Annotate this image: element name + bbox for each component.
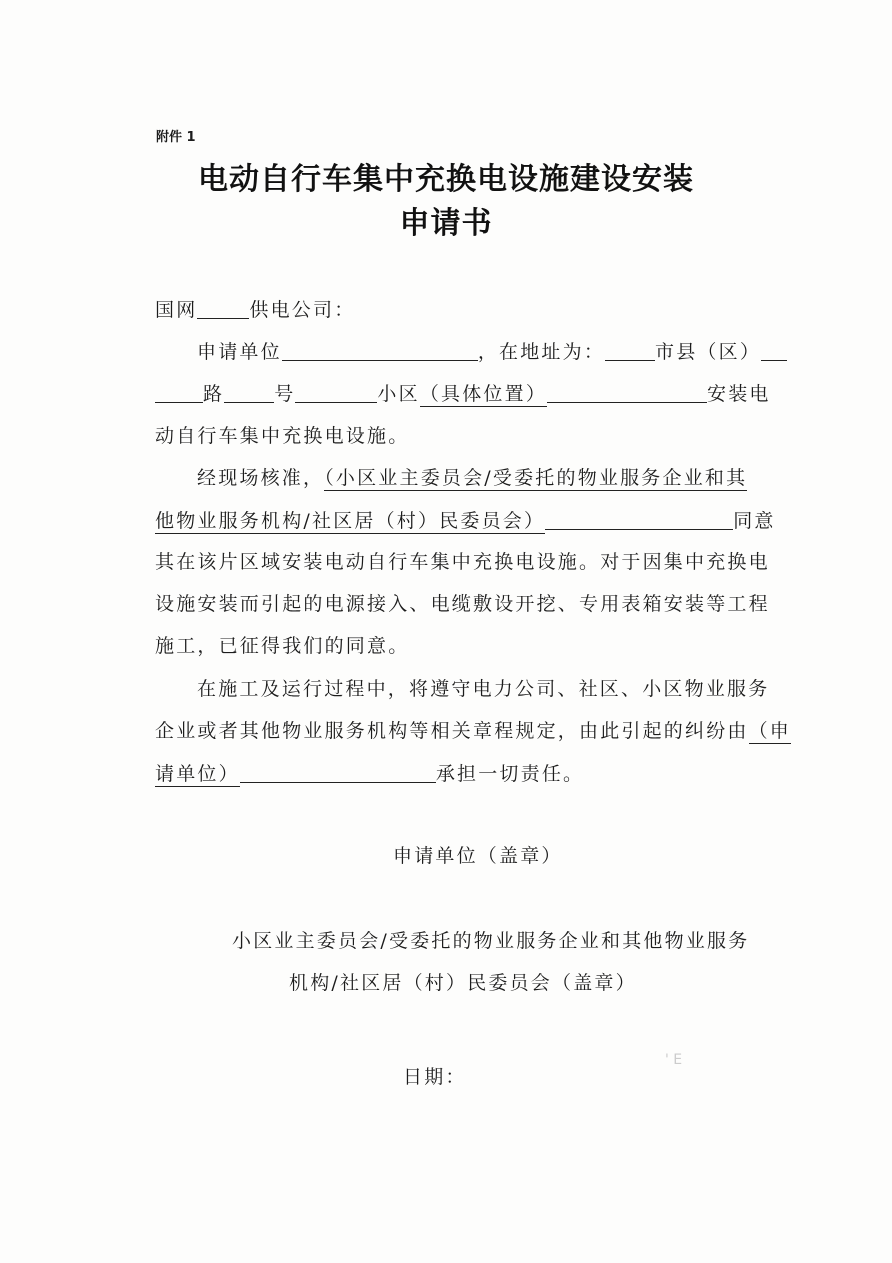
para1-line1: [197, 338, 787, 365]
scan-mark: ' E: [665, 1052, 683, 1068]
liability-blank: [240, 760, 436, 783]
addressee-line: [155, 296, 355, 323]
location-blank: [547, 380, 707, 403]
applicant-seal-label: 申请单位（盖章）: [393, 845, 563, 867]
company-blank: [197, 296, 249, 319]
addressee-suffix: 供电公司：: [249, 299, 356, 321]
para2-line5: 施工，已征得我们的同意。: [155, 635, 410, 657]
city-blank: [605, 338, 655, 361]
number-label: 号: [274, 383, 296, 405]
number-blank: [295, 380, 377, 403]
bodies-underlined-a: （小区业主委员会/受委托的物业服务企业和其: [324, 467, 748, 489]
road-label: 路: [203, 383, 225, 405]
address-intro: ，在地址为：: [477, 341, 606, 363]
applicant-underlined-a: （申: [748, 720, 792, 742]
community-label: 小区: [377, 383, 420, 405]
verified-text: 经现场核准，: [197, 467, 325, 489]
applicant-blank: [282, 338, 478, 361]
para1-line3: 动自行车集中充换电设施。: [155, 425, 410, 447]
addressee-prefix: 国网: [155, 299, 198, 321]
liability-text: 承担一切责任。: [435, 763, 585, 785]
city-county-label: 市县（区）: [655, 341, 762, 363]
install-tail: 安装电: [707, 383, 771, 405]
committee-seal-line2: 机构/社区居（村）民委员会（盖章）: [289, 972, 637, 994]
agree-text: 同意: [733, 510, 776, 532]
para3-line3: [155, 760, 584, 787]
date-label: 日期：: [403, 1066, 467, 1088]
location-underlined: （具体位置）: [419, 383, 548, 405]
para1-line2: [155, 380, 771, 407]
committee-seal-line1: 小区业主委员会/受委托的物业服务企业和其他物业服务: [232, 930, 750, 952]
applicant-underlined-b: 请单位）: [155, 763, 240, 785]
applicant-label: 申请单位: [197, 341, 282, 363]
document-title-line1: 电动自行车集中充换电设施建设安装: [198, 162, 694, 197]
road-blank: [224, 380, 274, 403]
district-blank-a: [761, 338, 787, 361]
para2-line3: 其在该片区域安装电动自行车集中充换电设施。对于因集中充换电: [155, 551, 770, 573]
bodies-underlined-b: 他物业服务机构/社区居（村）民委员会）: [155, 510, 546, 532]
para2-line2: [155, 507, 776, 534]
district-blank-b: [155, 380, 203, 403]
para3-line2: [155, 718, 791, 744]
bodies-blank: [545, 507, 733, 530]
para2-line1: [197, 465, 747, 491]
para2-line4: 设施安装而引起的电源接入、电缆敷设开挖、专用表箱安装等工程: [155, 593, 770, 615]
para3-line1: 在施工及运行过程中，将遵守电力公司、社区、小区物业服务: [197, 678, 770, 700]
para3-line2-text: 企业或者其他物业服务机构等相关章程规定，由此引起的纠纷由: [155, 720, 749, 742]
document-title-line2: 申请书: [399, 206, 493, 241]
attachment-label: 附件 1: [156, 130, 196, 145]
